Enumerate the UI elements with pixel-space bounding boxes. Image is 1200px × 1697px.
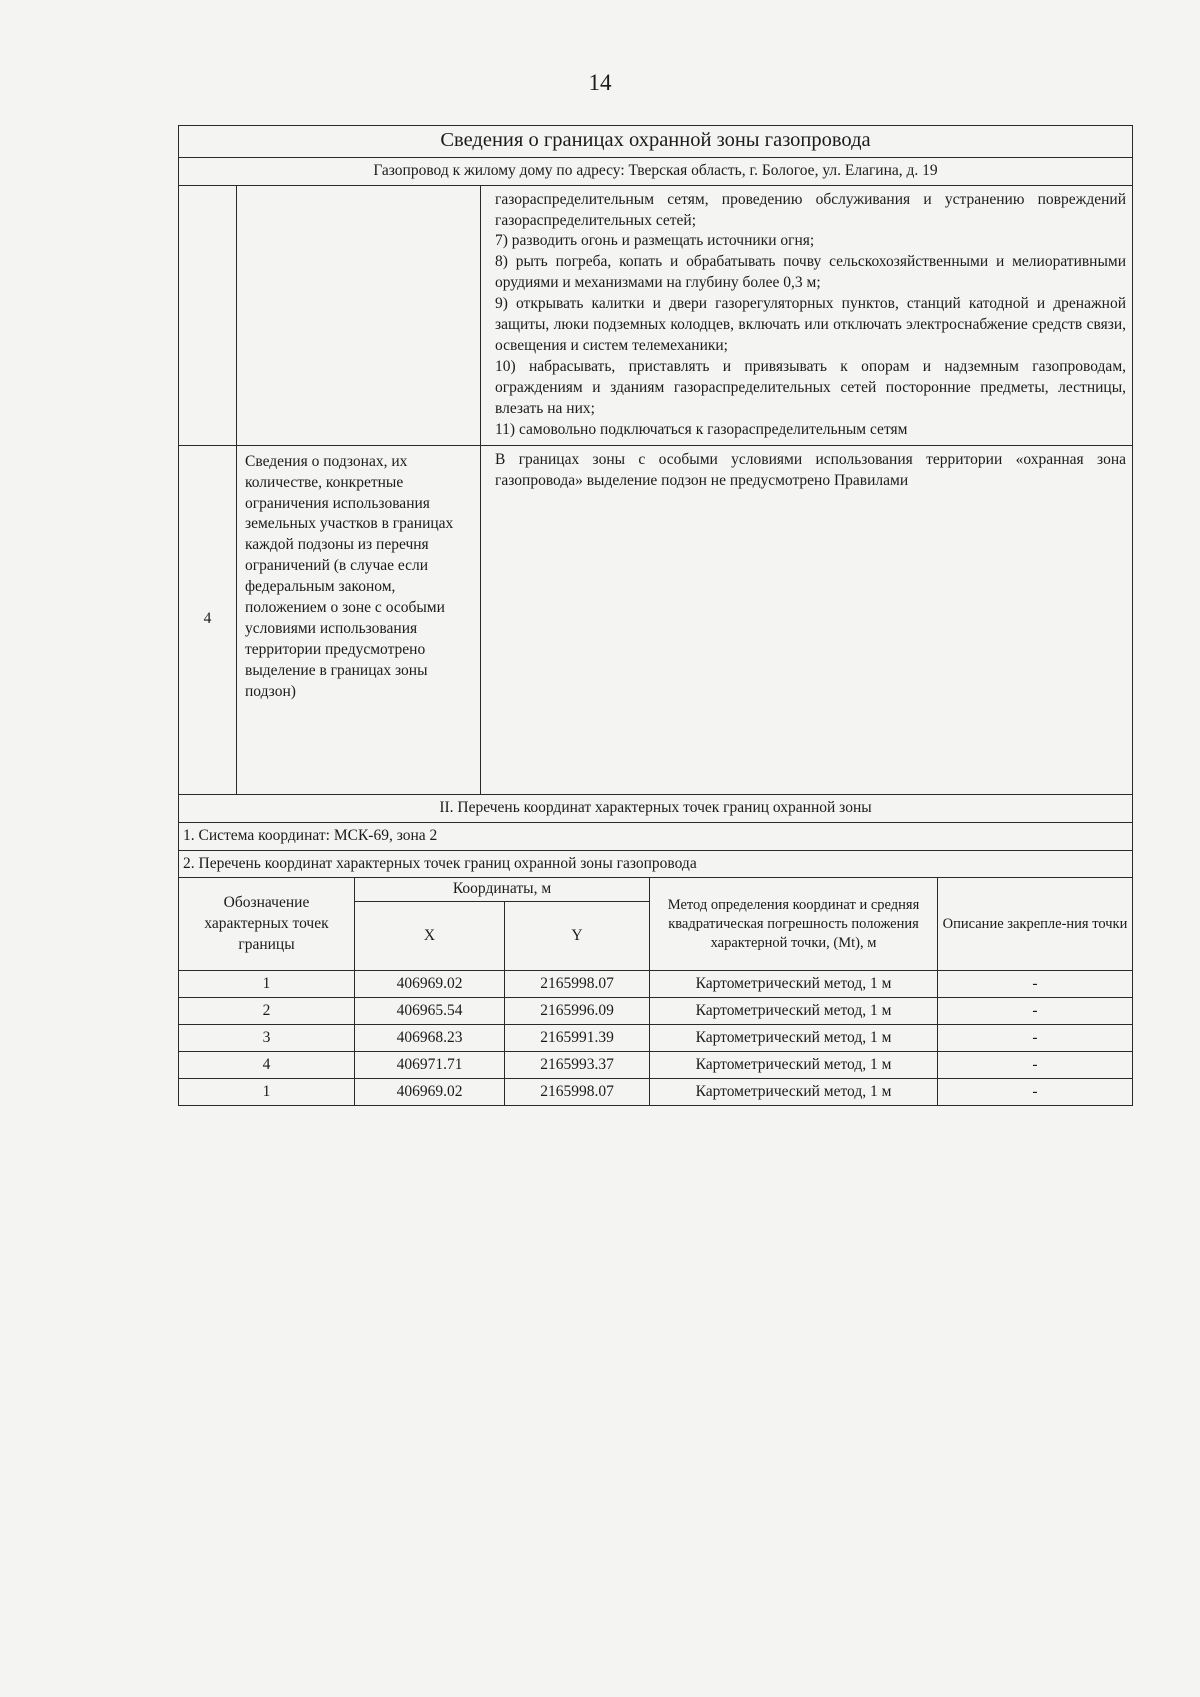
coordinate-system: 1. Система координат: МСК-69, зона 2 — [179, 822, 1133, 850]
header-description: Описание закрепле-ния точки — [938, 878, 1133, 971]
coordinates-list-title: 2. Перечень координат характерных точек границ охранной зоны газопровода — [179, 850, 1133, 878]
coordinates-table — [178, 794, 1133, 1107]
table-row — [179, 1052, 1133, 1079]
cell-y: 2165996.09 — [505, 998, 650, 1025]
restriction-item: газораспределительным сетям, проведению обслуживания и устранению повреждений газораспределительных сетей; — [495, 190, 1126, 229]
subzones-row — [179, 445, 1133, 794]
subzones-description-text: Сведения о подзонах, их количестве, конкретные ограничения использования земельных участков в границах каждой подзоны из перечня ограничений (в случае если федеральным законом, положением о зоне с особыми условиями использования территории предусмотрено выделение в границах зоны подзон) — [245, 452, 454, 700]
restriction-item: 10) набрасывать, приставлять и привязывать к опорам и надземным газопроводам, ограждениям и зданиям газораспределительных сетей посторонние предметы, лестницы, влезать на них; — [495, 357, 1126, 417]
header-x: X — [355, 902, 505, 971]
subzones-content-text: В границах зоны с особыми условиями использования территории «охранная зона газопровода» выделение подзон не предусмотрено Правилами — [495, 450, 1126, 489]
restriction-item: 7) разводить огонь и размещать источники огня; — [495, 232, 815, 250]
cell-y: 2165991.39 — [505, 1025, 650, 1052]
cell-desc: - — [938, 1079, 1133, 1106]
table-row — [179, 1079, 1133, 1106]
cell-x: 406969.02 — [355, 1079, 505, 1106]
document-sheet — [178, 125, 1133, 1106]
row-number-empty — [179, 185, 237, 445]
cell-desc: - — [938, 971, 1133, 998]
cell-y: 2165993.37 — [505, 1052, 650, 1079]
header-method: Метод определения координат и средняя квадратическая погрешность положения характерной точки, (Mt), м — [650, 878, 938, 971]
document-title: Сведения о границах охранной зоны газопровода — [179, 126, 1133, 158]
cell-method: Картометрический метод, 1 м — [650, 1052, 938, 1079]
subzones-description — [237, 445, 481, 794]
cell-method: Картометрический метод, 1 м — [650, 971, 938, 998]
document-subtitle: Газопровод к жилому дому по адресу: Тверская область, г. Бологое, ул. Елагина, д. 19 — [179, 157, 1133, 185]
section-2-title: II. Перечень координат характерных точек границ охранной зоны — [179, 794, 1133, 822]
cell-method: Картометрический метод, 1 м — [650, 998, 938, 1025]
header-point: Обозначение характерных точек границы — [179, 878, 355, 971]
continuation-row — [179, 185, 1133, 445]
restriction-item: 11) самовольно подключаться к газораспределительным сетям — [495, 420, 908, 438]
cell-point: 2 — [179, 998, 355, 1025]
zone-info-table — [178, 125, 1133, 795]
table-row — [179, 971, 1133, 998]
subzones-content — [481, 445, 1133, 794]
table-row — [179, 1025, 1133, 1052]
header-coordinates: Координаты, м — [355, 878, 650, 902]
cell-desc: - — [938, 1025, 1133, 1052]
restriction-item: 8) рыть погреба, копать и обрабатывать почву сельскохозяйственными и мелиоративными орудиями и механизмами на глубину более 0,3 м; — [495, 253, 1126, 292]
page-number: 14 — [588, 70, 612, 95]
cell-desc: - — [938, 1052, 1133, 1079]
cell-y: 2165998.07 — [505, 1079, 650, 1106]
row-number: 4 — [179, 445, 237, 794]
cell-point: 1 — [179, 1079, 355, 1106]
row-description-empty — [237, 185, 481, 445]
cell-y: 2165998.07 — [505, 971, 650, 998]
cell-method: Картометрический метод, 1 м — [650, 1079, 938, 1106]
cell-x: 406965.54 — [355, 998, 505, 1025]
cell-point: 3 — [179, 1025, 355, 1052]
cell-x: 406969.02 — [355, 971, 505, 998]
cell-x: 406971.71 — [355, 1052, 505, 1079]
table-row — [179, 998, 1133, 1025]
header-y: Y — [505, 902, 650, 971]
cell-desc: - — [938, 998, 1133, 1025]
cell-method: Картометрический метод, 1 м — [650, 1025, 938, 1052]
cell-point: 1 — [179, 971, 355, 998]
cell-point: 4 — [179, 1052, 355, 1079]
cell-x: 406968.23 — [355, 1025, 505, 1052]
restrictions-list — [481, 185, 1133, 445]
restriction-item: 9) открывать калитки и двери газорегуляторных пунктов, станций катодной и дренажной защиты, люки подземных колодцев, включать или отключать электроснабжение средств связи, освещения и систем телемеханики; — [495, 295, 1126, 355]
